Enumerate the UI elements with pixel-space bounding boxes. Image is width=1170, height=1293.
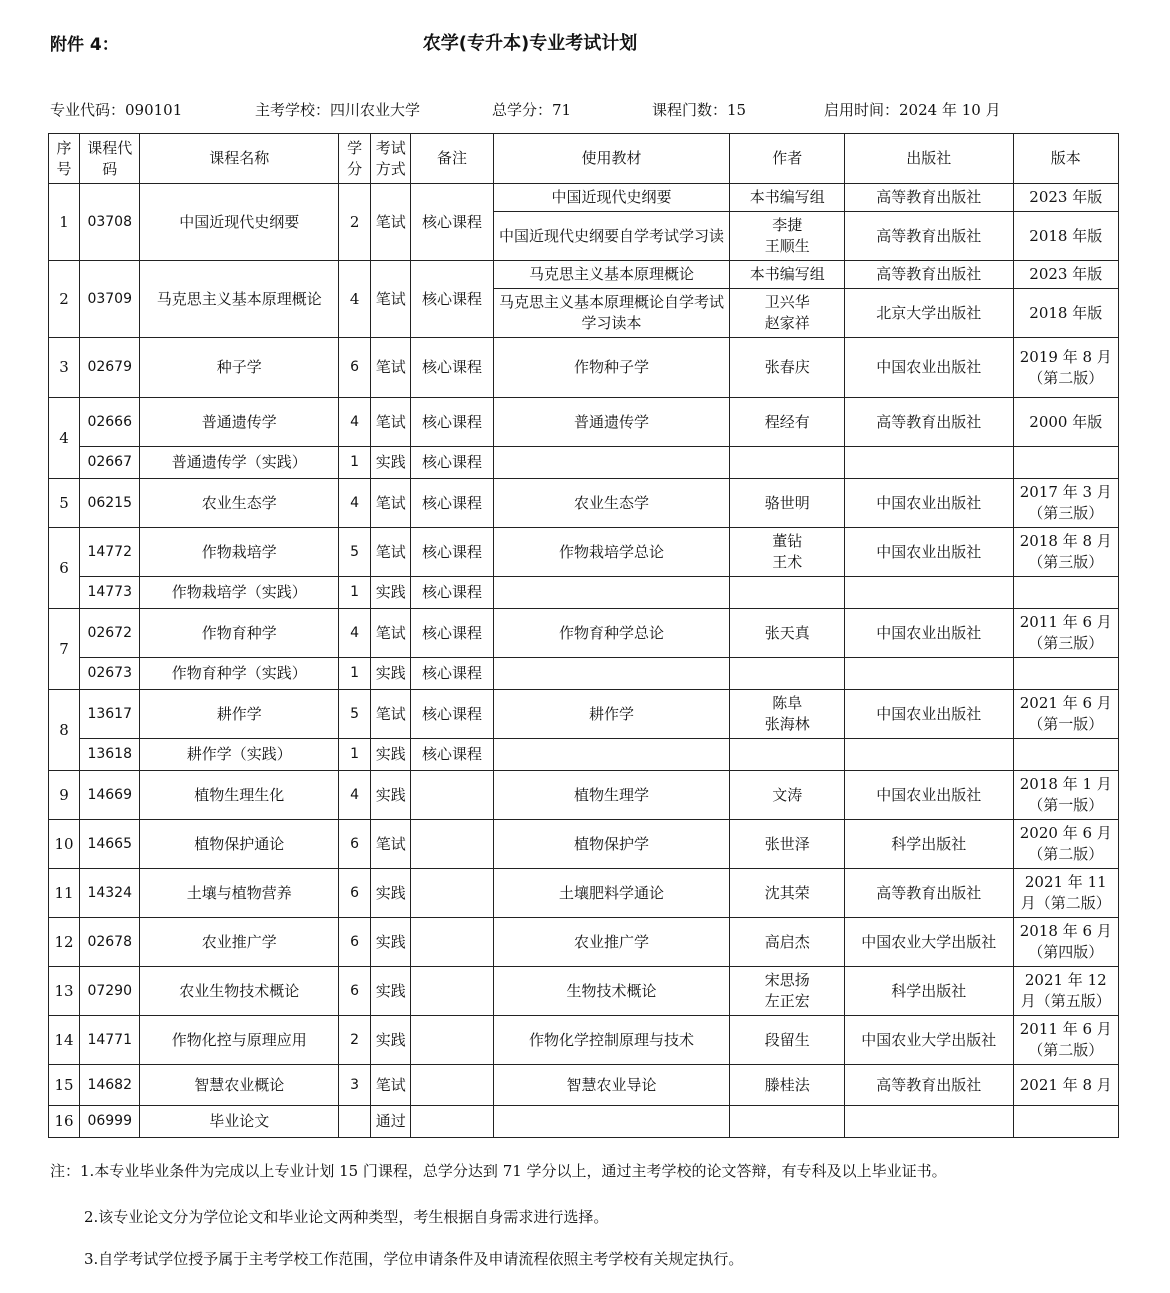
cell-code: 02679	[80, 338, 140, 398]
cell-publisher: 高等教育出版社	[844, 184, 1013, 212]
cell-textbook: 农业推广学	[493, 918, 730, 967]
cell-code: 14773	[80, 577, 140, 609]
cell-credit: 1	[339, 739, 371, 771]
cell-publisher: 中国农业出版社	[844, 338, 1013, 398]
cell-credit: 4	[339, 771, 371, 820]
cell-credit: 1	[339, 658, 371, 690]
cell-credit: 5	[339, 528, 371, 577]
cell-code: 13617	[80, 690, 140, 739]
cell-exam: 实践	[371, 967, 411, 1016]
cell-empty	[1013, 739, 1118, 771]
cell-code: 02672	[80, 609, 140, 658]
cell-remark	[411, 1065, 493, 1106]
cell-remark: 核心课程	[411, 528, 493, 577]
header-remark: 备注	[411, 134, 493, 184]
cell-publisher: 中国农业出版社	[844, 479, 1013, 528]
cell-textbook: 中国近现代史纲要	[493, 184, 730, 212]
cell-exam: 笔试	[371, 261, 411, 338]
cell-seq: 1	[49, 184, 80, 261]
cell-author: 张世泽	[730, 820, 844, 869]
cell-empty	[493, 1106, 730, 1138]
table-row	[49, 528, 1119, 577]
cell-empty	[844, 658, 1013, 690]
cell-textbook: 智慧农业导论	[493, 1065, 730, 1106]
cell-empty	[844, 1106, 1013, 1138]
cell-code: 14772	[80, 528, 140, 577]
table-row	[49, 690, 1119, 739]
cell-name: 毕业论文	[140, 1106, 339, 1138]
cell-remark: 核心课程	[411, 338, 493, 398]
cell-textbook: 马克思主义基本原理概论	[493, 261, 730, 289]
table-row	[49, 869, 1119, 918]
cell-author: 宋思扬 左正宏	[730, 967, 844, 1016]
cell-credit: 6	[339, 338, 371, 398]
note-1: 注：1.本专业毕业条件为完成以上专业计划 15 门课程，总学分达到 71 学分以上，通过主考学校的论文答辩，有专科及以上毕业证书。	[50, 1162, 947, 1180]
cell-seq: 12	[49, 918, 80, 967]
cell-author: 李捷 王顺生	[730, 212, 844, 261]
cell-seq: 4	[49, 398, 80, 479]
cell-remark: 核心课程	[411, 184, 493, 261]
cell-seq: 3	[49, 338, 80, 398]
cell-empty	[730, 1106, 844, 1138]
cell-name: 作物育种学（实践）	[140, 658, 339, 690]
cell-edition: 2023 年版	[1013, 184, 1118, 212]
cell-credit: 4	[339, 609, 371, 658]
cell-remark: 核心课程	[411, 739, 493, 771]
cell-exam: 实践	[371, 771, 411, 820]
cell-author: 张春庆	[730, 338, 844, 398]
cell-remark: 核心课程	[411, 658, 493, 690]
cell-credit	[339, 1106, 371, 1138]
table-header-row	[49, 134, 1119, 184]
cell-seq: 7	[49, 609, 80, 690]
cell-name: 马克思主义基本原理概论	[140, 261, 339, 338]
cell-edition: 2019 年 8 月（第二版）	[1013, 338, 1118, 398]
attachment-label: 附件 4：	[50, 35, 119, 55]
table-row	[49, 918, 1119, 967]
cell-name: 耕作学（实践）	[140, 739, 339, 771]
cell-author: 骆世明	[730, 479, 844, 528]
cell-empty	[730, 739, 844, 771]
cell-publisher: 科学出版社	[844, 820, 1013, 869]
cell-exam: 笔试	[371, 1065, 411, 1106]
cell-author: 卫兴华 赵家祥	[730, 289, 844, 338]
cell-empty	[1013, 447, 1118, 479]
cell-empty	[1013, 577, 1118, 609]
cell-textbook: 土壤肥料学通论	[493, 869, 730, 918]
cell-code: 14669	[80, 771, 140, 820]
cell-edition: 2021 年 6 月（第一版）	[1013, 690, 1118, 739]
cell-remark	[411, 771, 493, 820]
table-row	[49, 398, 1119, 447]
cell-seq: 16	[49, 1106, 80, 1138]
cell-code: 02673	[80, 658, 140, 690]
cell-code: 02666	[80, 398, 140, 447]
cell-edition: 2018 年 8 月（第三版）	[1013, 528, 1118, 577]
cell-credit: 2	[339, 184, 371, 261]
cell-edition: 2000 年版	[1013, 398, 1118, 447]
cell-empty	[730, 658, 844, 690]
cell-credit: 5	[339, 690, 371, 739]
cell-edition: 2018 年版	[1013, 212, 1118, 261]
cell-exam: 实践	[371, 869, 411, 918]
cell-author: 本书编写组	[730, 261, 844, 289]
cell-remark	[411, 820, 493, 869]
cell-empty	[493, 577, 730, 609]
cell-exam: 笔试	[371, 184, 411, 261]
cell-edition: 2021 年 12 月（第五版）	[1013, 967, 1118, 1016]
header-textbook: 使用教材	[493, 134, 730, 184]
cell-exam: 实践	[371, 658, 411, 690]
cell-code: 06999	[80, 1106, 140, 1138]
cell-name: 种子学	[140, 338, 339, 398]
cell-remark	[411, 869, 493, 918]
cell-code: 14665	[80, 820, 140, 869]
cell-publisher: 中国农业大学出版社	[844, 918, 1013, 967]
cell-remark: 核心课程	[411, 261, 493, 338]
cell-name: 作物栽培学（实践）	[140, 577, 339, 609]
cell-name: 作物栽培学	[140, 528, 339, 577]
cell-seq: 2	[49, 261, 80, 338]
cell-name: 农业生态学	[140, 479, 339, 528]
cell-code: 03709	[80, 261, 140, 338]
cell-textbook: 作物种子学	[493, 338, 730, 398]
host-school: 主考学校：四川农业大学	[255, 101, 421, 119]
table-row	[49, 820, 1119, 869]
cell-exam: 笔试	[371, 690, 411, 739]
table-row	[49, 1106, 1119, 1138]
cell-edition: 2021 年 11 月（第二版）	[1013, 869, 1118, 918]
cell-publisher: 中国农业出版社	[844, 609, 1013, 658]
cell-author: 沈其荣	[730, 869, 844, 918]
note-2: 2.该专业论文分为学位论文和毕业论文两种类型，考生根据自身需求进行选择。	[84, 1208, 609, 1226]
cell-name: 耕作学	[140, 690, 339, 739]
cell-publisher: 中国农业出版社	[844, 771, 1013, 820]
course-count: 课程门数：15	[652, 101, 747, 119]
header-edition: 版本	[1013, 134, 1118, 184]
table-row	[49, 1065, 1119, 1106]
cell-author: 董钻 王术	[730, 528, 844, 577]
cell-publisher: 高等教育出版社	[844, 1065, 1013, 1106]
header-name: 课程名称	[140, 134, 339, 184]
cell-publisher: 高等教育出版社	[844, 261, 1013, 289]
cell-exam: 实践	[371, 918, 411, 967]
cell-exam: 笔试	[371, 820, 411, 869]
cell-remark	[411, 918, 493, 967]
cell-publisher: 北京大学出版社	[844, 289, 1013, 338]
cell-credit: 6	[339, 869, 371, 918]
table-row	[49, 261, 1119, 289]
table-row	[49, 658, 1119, 690]
cell-credit: 3	[339, 1065, 371, 1106]
cell-credit: 2	[339, 1016, 371, 1065]
cell-author: 程经有	[730, 398, 844, 447]
cell-exam: 笔试	[371, 609, 411, 658]
cell-publisher: 中国农业出版社	[844, 528, 1013, 577]
cell-code: 03708	[80, 184, 140, 261]
cell-name: 土壤与植物营养	[140, 869, 339, 918]
cell-exam: 实践	[371, 447, 411, 479]
header-code: 课程代码	[80, 134, 140, 184]
page-title: 农学(专升本)专业考试计划	[422, 33, 638, 54]
cell-remark: 核心课程	[411, 577, 493, 609]
cell-empty	[1013, 658, 1118, 690]
cell-code: 07290	[80, 967, 140, 1016]
cell-empty	[844, 577, 1013, 609]
start-date: 启用时间：2024 年 10 月	[824, 101, 1001, 119]
table-row	[49, 609, 1119, 658]
cell-exam: 实践	[371, 577, 411, 609]
cell-remark	[411, 1016, 493, 1065]
cell-empty	[730, 447, 844, 479]
cell-author: 滕桂法	[730, 1065, 844, 1106]
cell-remark: 核心课程	[411, 398, 493, 447]
cell-exam: 实践	[371, 1016, 411, 1065]
table-row	[49, 577, 1119, 609]
header-exam: 考试方式	[371, 134, 411, 184]
cell-empty	[1013, 1106, 1118, 1138]
table-row	[49, 184, 1119, 212]
cell-empty	[493, 658, 730, 690]
cell-name: 普通遗传学（实践）	[140, 447, 339, 479]
cell-author: 高启杰	[730, 918, 844, 967]
major-code: 专业代码：090101	[50, 101, 183, 119]
cell-name: 作物化控与原理应用	[140, 1016, 339, 1065]
cell-credit: 1	[339, 577, 371, 609]
cell-author: 本书编写组	[730, 184, 844, 212]
cell-remark: 核心课程	[411, 447, 493, 479]
cell-empty	[493, 739, 730, 771]
table-row	[49, 1016, 1119, 1065]
cell-textbook: 作物育种学总论	[493, 609, 730, 658]
table-row	[49, 739, 1119, 771]
cell-exam: 笔试	[371, 338, 411, 398]
total-credits: 总学分：71	[492, 101, 572, 119]
cell-edition: 2020 年 6 月（第二版）	[1013, 820, 1118, 869]
cell-publisher: 中国农业大学出版社	[844, 1016, 1013, 1065]
cell-author: 张天真	[730, 609, 844, 658]
cell-name: 植物保护通论	[140, 820, 339, 869]
cell-author: 文涛	[730, 771, 844, 820]
cell-seq: 6	[49, 528, 80, 609]
cell-textbook: 马克思主义基本原理概论自学考试学习读本	[493, 289, 730, 338]
cell-publisher: 高等教育出版社	[844, 869, 1013, 918]
cell-code: 02678	[80, 918, 140, 967]
header-credit: 学分	[339, 134, 371, 184]
cell-exam: 通过	[371, 1106, 411, 1138]
cell-publisher: 高等教育出版社	[844, 398, 1013, 447]
cell-credit: 6	[339, 918, 371, 967]
cell-author: 陈阜 张海林	[730, 690, 844, 739]
header-publisher: 出版社	[844, 134, 1013, 184]
cell-textbook: 生物技术概论	[493, 967, 730, 1016]
cell-code: 14771	[80, 1016, 140, 1065]
cell-author: 段留生	[730, 1016, 844, 1065]
cell-seq: 14	[49, 1016, 80, 1065]
cell-textbook: 普通遗传学	[493, 398, 730, 447]
cell-name: 普通遗传学	[140, 398, 339, 447]
table-row	[49, 447, 1119, 479]
cell-remark	[411, 967, 493, 1016]
cell-exam: 笔试	[371, 398, 411, 447]
cell-empty	[730, 577, 844, 609]
cell-textbook: 耕作学	[493, 690, 730, 739]
cell-textbook: 植物保护学	[493, 820, 730, 869]
cell-empty	[844, 447, 1013, 479]
cell-textbook: 中国近现代史纲要自学考试学习读	[493, 212, 730, 261]
cell-seq: 8	[49, 690, 80, 771]
cell-seq: 9	[49, 771, 80, 820]
cell-publisher: 高等教育出版社	[844, 212, 1013, 261]
header-author: 作者	[730, 134, 844, 184]
cell-publisher: 科学出版社	[844, 967, 1013, 1016]
cell-code: 14682	[80, 1065, 140, 1106]
cell-credit: 1	[339, 447, 371, 479]
cell-name: 农业生物技术概论	[140, 967, 339, 1016]
cell-edition: 2018 年 1 月（第一版）	[1013, 771, 1118, 820]
cell-credit: 4	[339, 479, 371, 528]
cell-edition: 2023 年版	[1013, 261, 1118, 289]
cell-edition: 2017 年 3 月（第三版）	[1013, 479, 1118, 528]
cell-remark: 核心课程	[411, 609, 493, 658]
cell-textbook: 农业生态学	[493, 479, 730, 528]
cell-credit: 6	[339, 820, 371, 869]
cell-textbook: 作物栽培学总论	[493, 528, 730, 577]
cell-edition: 2011 年 6 月（第二版）	[1013, 1016, 1118, 1065]
cell-seq: 13	[49, 967, 80, 1016]
cell-exam: 实践	[371, 739, 411, 771]
cell-remark: 核心课程	[411, 479, 493, 528]
cell-name: 作物育种学	[140, 609, 339, 658]
cell-seq: 11	[49, 869, 80, 918]
cell-edition: 2011 年 6 月（第三版）	[1013, 609, 1118, 658]
cell-code: 06215	[80, 479, 140, 528]
exam-plan-table	[48, 133, 1119, 1138]
cell-code: 13618	[80, 739, 140, 771]
cell-code: 14324	[80, 869, 140, 918]
cell-exam: 笔试	[371, 479, 411, 528]
cell-empty	[493, 447, 730, 479]
cell-publisher: 中国农业出版社	[844, 690, 1013, 739]
cell-textbook: 作物化学控制原理与技术	[493, 1016, 730, 1065]
cell-exam: 笔试	[371, 528, 411, 577]
header-seq: 序号	[49, 134, 80, 184]
cell-edition: 2018 年版	[1013, 289, 1118, 338]
cell-seq: 15	[49, 1065, 80, 1106]
table-row	[49, 338, 1119, 398]
cell-textbook: 植物生理学	[493, 771, 730, 820]
cell-seq: 5	[49, 479, 80, 528]
cell-edition: 2021 年 8 月	[1013, 1065, 1118, 1106]
cell-credit: 4	[339, 261, 371, 338]
cell-name: 农业推广学	[140, 918, 339, 967]
table-row	[49, 479, 1119, 528]
cell-remark	[411, 1106, 493, 1138]
cell-code: 02667	[80, 447, 140, 479]
cell-credit: 4	[339, 398, 371, 447]
cell-edition: 2018 年 6 月（第四版）	[1013, 918, 1118, 967]
cell-remark: 核心课程	[411, 690, 493, 739]
cell-name: 智慧农业概论	[140, 1065, 339, 1106]
cell-seq: 10	[49, 820, 80, 869]
note-3: 3.自学考试学位授予属于主考学校工作范围，学位申请条件及申请流程依照主考学校有关规定执行。	[84, 1250, 744, 1268]
table-row	[49, 967, 1119, 1016]
cell-name: 中国近现代史纲要	[140, 184, 339, 261]
cell-name: 植物生理生化	[140, 771, 339, 820]
cell-credit: 6	[339, 967, 371, 1016]
cell-empty	[844, 739, 1013, 771]
table-row	[49, 771, 1119, 820]
